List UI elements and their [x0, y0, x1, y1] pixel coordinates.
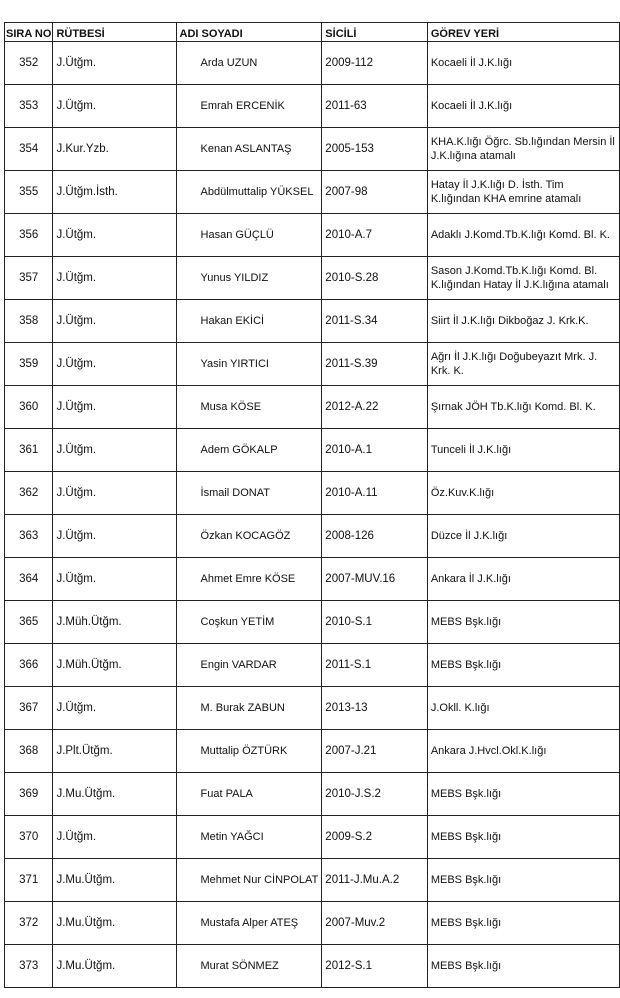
cell-registry: 2010-S.28	[322, 257, 428, 300]
cell-duty: Kocaeli İl J.K.lığı	[427, 42, 619, 85]
cell-rank: J.Ütğm.İsth.	[53, 171, 176, 214]
cell-rank: J.Ütğm.	[53, 257, 176, 300]
cell-rank: J.Mu.Ütğm.	[53, 773, 176, 816]
table-row	[5, 902, 620, 945]
cell-no: 358	[5, 300, 53, 343]
cell-no: 373	[5, 945, 53, 988]
cell-duty: MEBS Bşk.lığı	[427, 644, 619, 687]
header-name: ADI SOYADI	[176, 23, 322, 42]
cell-no: 360	[5, 386, 53, 429]
cell-name: Coşkun YETİM	[176, 601, 322, 644]
cell-registry: 2008-126	[322, 515, 428, 558]
table-row	[5, 343, 620, 386]
cell-registry: 2007-MUV.16	[322, 558, 428, 601]
header-duty: GÖREV YERİ	[427, 23, 619, 42]
cell-duty: Adaklı J.Komd.Tb.K.lığı Komd. Bl. K.	[427, 214, 619, 257]
cell-duty: Tunceli İl J.K.lığı	[427, 429, 619, 472]
cell-name: M. Burak ZABUN	[176, 687, 322, 730]
cell-name: Mustafa Alper ATEŞ	[176, 902, 322, 945]
cell-registry: 2010-A.11	[322, 472, 428, 515]
cell-duty: MEBS Bşk.lığı	[427, 945, 619, 988]
cell-rank: J.Ütğm.	[53, 816, 176, 859]
cell-rank: J.Ütğm.	[53, 558, 176, 601]
cell-duty: Ağrı İl J.K.lığı Doğubeyazıt Mrk. J. Krk. K.	[427, 343, 619, 386]
table-row	[5, 300, 620, 343]
cell-name: Mehmet Nur CİNPOLAT	[176, 859, 322, 902]
cell-rank: J.Ütğm.	[53, 85, 176, 128]
cell-rank: J.Ütğm.	[53, 515, 176, 558]
cell-registry: 2013-13	[322, 687, 428, 730]
table-row	[5, 773, 620, 816]
cell-name: Musa KÖSE	[176, 386, 322, 429]
cell-name: Hakan EKİCİ	[176, 300, 322, 343]
cell-registry: 2005-153	[322, 128, 428, 171]
table-row	[5, 945, 620, 988]
cell-duty: Ankara İl J.K.lığı	[427, 558, 619, 601]
cell-name: Yunus YILDIZ	[176, 257, 322, 300]
cell-duty: MEBS Bşk.lığı	[427, 816, 619, 859]
cell-no: 356	[5, 214, 53, 257]
cell-duty: Kocaeli İl J.K.lığı	[427, 85, 619, 128]
cell-name: Metin YAĞCI	[176, 816, 322, 859]
header-row	[5, 23, 620, 42]
cell-duty: MEBS Bşk.lığı	[427, 859, 619, 902]
cell-registry: 2011-J.Mu.A.2	[322, 859, 428, 902]
cell-no: 361	[5, 429, 53, 472]
cell-rank: J.Ütğm.	[53, 386, 176, 429]
table-row	[5, 214, 620, 257]
cell-registry: 2009-S.2	[322, 816, 428, 859]
table-row	[5, 687, 620, 730]
cell-name: Yasin YIRTICI	[176, 343, 322, 386]
table-row	[5, 558, 620, 601]
cell-no: 362	[5, 472, 53, 515]
cell-name: Engin VARDAR	[176, 644, 322, 687]
cell-no: 366	[5, 644, 53, 687]
table-row	[5, 85, 620, 128]
document-page	[4, 22, 620, 988]
cell-no: 369	[5, 773, 53, 816]
cell-name: Emrah ERCENİK	[176, 85, 322, 128]
cell-duty: MEBS Bşk.lığı	[427, 902, 619, 945]
cell-no: 370	[5, 816, 53, 859]
cell-registry: 2007-Muv.2	[322, 902, 428, 945]
cell-duty: MEBS Bşk.lığı	[427, 601, 619, 644]
cell-duty: KHA.K.lığı Öğrc. Sb.lığından Mersin İl J.K.lığına atamalı	[427, 128, 619, 171]
cell-registry: 2011-S.39	[322, 343, 428, 386]
cell-duty: Ankara J.Hvcl.Okl.K.lığı	[427, 730, 619, 773]
cell-rank: J.Ütğm.	[53, 214, 176, 257]
table-row	[5, 429, 620, 472]
cell-name: Murat SÖNMEZ	[176, 945, 322, 988]
table-row	[5, 42, 620, 85]
cell-rank: J.Ütğm.	[53, 472, 176, 515]
cell-registry: 2007-98	[322, 171, 428, 214]
cell-duty: J.Okll. K.lığı	[427, 687, 619, 730]
cell-registry: 2010-J.S.2	[322, 773, 428, 816]
cell-rank: J.Ütğm.	[53, 687, 176, 730]
cell-rank: J.Mu.Ütğm.	[53, 945, 176, 988]
table-row	[5, 816, 620, 859]
cell-no: 357	[5, 257, 53, 300]
cell-duty: Hatay İl J.K.lığı D. İsth. Tim K.lığından KHA emrine atamalı	[427, 171, 619, 214]
cell-no: 352	[5, 42, 53, 85]
cell-rank: J.Kur.Yzb.	[53, 128, 176, 171]
cell-name: Hasan GÜÇLÜ	[176, 214, 322, 257]
table-row	[5, 472, 620, 515]
cell-name: Muttalip ÖZTÜRK	[176, 730, 322, 773]
cell-no: 364	[5, 558, 53, 601]
cell-duty: Şırnak JÖH Tb.K.lığı Komd. Bl. K.	[427, 386, 619, 429]
table-row	[5, 515, 620, 558]
cell-rank: J.Mu.Ütğm.	[53, 902, 176, 945]
cell-rank: J.Müh.Ütğm.	[53, 601, 176, 644]
cell-name: Özkan KOCAGÖZ	[176, 515, 322, 558]
table-row	[5, 128, 620, 171]
cell-no: 372	[5, 902, 53, 945]
cell-no: 353	[5, 85, 53, 128]
cell-name: Fuat PALA	[176, 773, 322, 816]
table-row	[5, 257, 620, 300]
cell-no: 355	[5, 171, 53, 214]
cell-rank: J.Ütğm.	[53, 429, 176, 472]
cell-no: 365	[5, 601, 53, 644]
cell-no: 368	[5, 730, 53, 773]
cell-registry: 2010-A.1	[322, 429, 428, 472]
cell-registry: 2010-S.1	[322, 601, 428, 644]
cell-no: 359	[5, 343, 53, 386]
cell-no: 363	[5, 515, 53, 558]
cell-no: 371	[5, 859, 53, 902]
header-registry: SİCİLİ	[322, 23, 428, 42]
cell-rank: J.Müh.Ütğm.	[53, 644, 176, 687]
cell-duty: Öz.Kuv.K.lığı	[427, 472, 619, 515]
cell-registry: 2009-112	[322, 42, 428, 85]
table-row	[5, 386, 620, 429]
cell-rank: J.Ütğm.	[53, 300, 176, 343]
cell-name: Abdülmuttalip YÜKSEL	[176, 171, 322, 214]
cell-registry: 2011-S.34	[322, 300, 428, 343]
cell-rank: J.Ütğm.	[53, 343, 176, 386]
cell-registry: 2010-A.7	[322, 214, 428, 257]
cell-name: Ahmet Emre KÖSE	[176, 558, 322, 601]
table-row	[5, 730, 620, 773]
cell-registry: 2011-S.1	[322, 644, 428, 687]
cell-name: Adem GÖKALP	[176, 429, 322, 472]
cell-no: 367	[5, 687, 53, 730]
table-row	[5, 601, 620, 644]
cell-name: Arda UZUN	[176, 42, 322, 85]
table-row	[5, 859, 620, 902]
cell-name: İsmail DONAT	[176, 472, 322, 515]
cell-registry: 2007-J.21	[322, 730, 428, 773]
cell-rank: J.Plt.Ütğm.	[53, 730, 176, 773]
header-rank: RÜTBESİ	[53, 23, 176, 42]
cell-duty: Sason J.Komd.Tb.K.lığı Komd. Bl. K.lığından Hatay İl J.K.lığına atamalı	[427, 257, 619, 300]
cell-registry: 2011-63	[322, 85, 428, 128]
table-row	[5, 171, 620, 214]
cell-rank: J.Mu.Ütğm.	[53, 859, 176, 902]
header-no: SIRA NO	[5, 23, 53, 42]
cell-rank: J.Ütğm.	[53, 42, 176, 85]
cell-duty: MEBS Bşk.lığı	[427, 773, 619, 816]
cell-registry: 2012-S.1	[322, 945, 428, 988]
cell-duty: Düzce İl J.K.lığı	[427, 515, 619, 558]
cell-name: Kenan ASLANTAŞ	[176, 128, 322, 171]
cell-duty: Siirt İl J.K.lığı Dikboğaz J. Krk.K.	[427, 300, 619, 343]
personnel-table	[4, 22, 620, 988]
table-row	[5, 644, 620, 687]
cell-no: 354	[5, 128, 53, 171]
cell-registry: 2012-A.22	[322, 386, 428, 429]
